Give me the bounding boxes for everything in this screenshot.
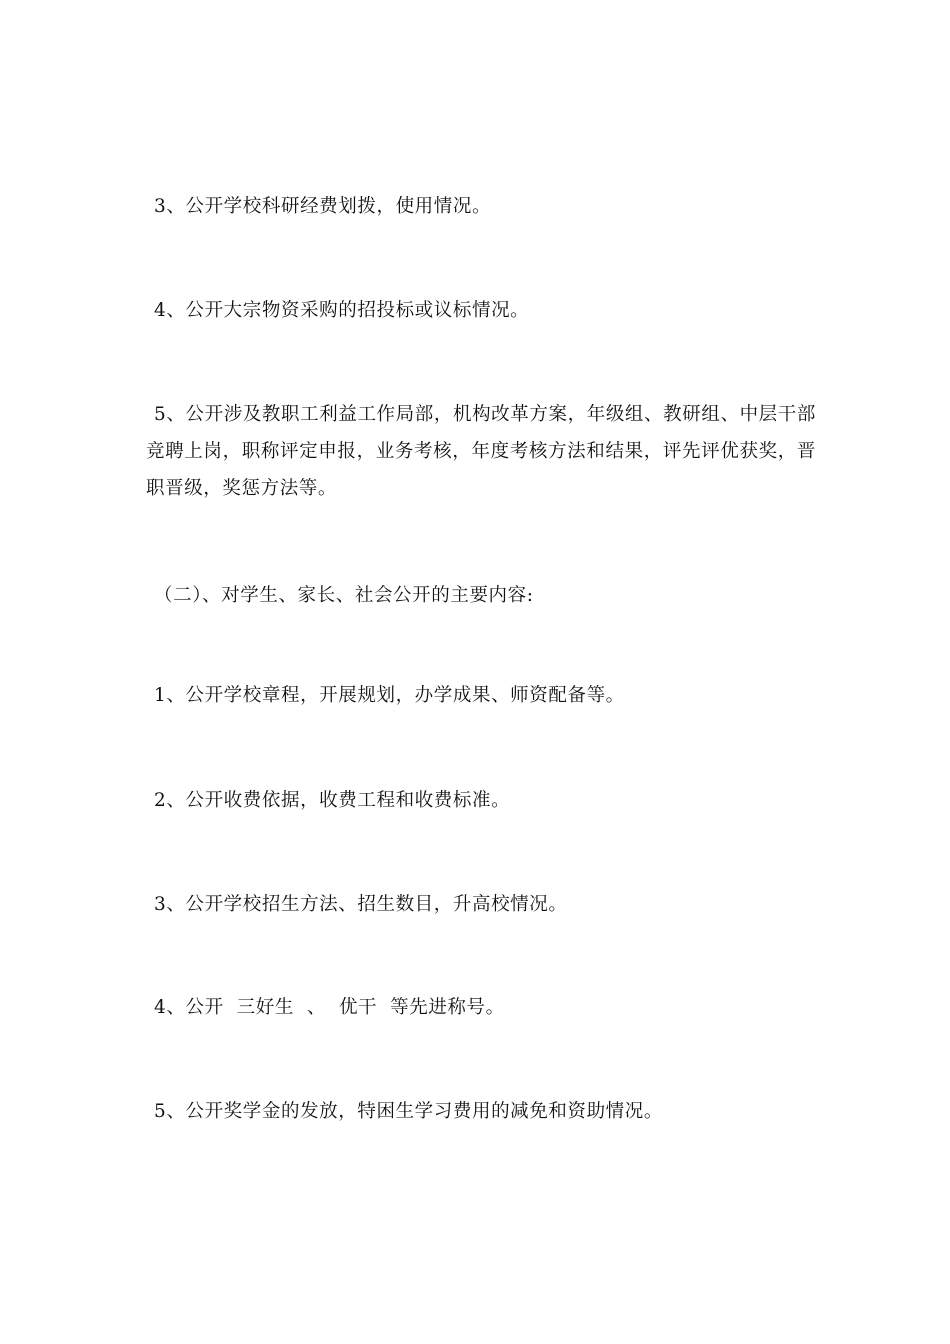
paragraph-honors xyxy=(146,989,816,1026)
paragraph-text: 2、公开收费依据，收费工程和收费标准。 xyxy=(154,790,511,811)
paragraph-text: （二）、对学生、家长、社会公开的主要内容: xyxy=(154,585,534,606)
paragraph-staff-interests xyxy=(146,396,816,507)
paragraph-text: 4、公开 三好生 、 优干 等先进称号。 xyxy=(154,997,505,1018)
paragraph-fees xyxy=(146,782,816,819)
paragraph-enrollment xyxy=(146,886,816,923)
paragraph-text: 3、公开学校招生方法、招生数目，升高校情况。 xyxy=(154,894,568,915)
paragraph-research-funds xyxy=(146,188,816,225)
paragraph-school-charter xyxy=(146,677,816,714)
paragraph-procurement xyxy=(146,292,816,329)
section-heading-public-content xyxy=(146,577,816,614)
paragraph-text: 4、公开大宗物资采购的招投标或议标情况。 xyxy=(154,300,530,321)
paragraph-text: 3、公开学校科研经费划拨，使用情况。 xyxy=(154,196,492,217)
paragraph-text: 5、公开奖学金的发放，特困生学习费用的减免和资助情况。 xyxy=(154,1101,663,1122)
paragraph-scholarships xyxy=(146,1093,816,1130)
paragraph-text: 5、公开涉及教职工利益工作局部，机构改革方案，年级组、教研组、中层干部竞聘上岗，职称评定申报，业务考核，年度考核方法和结果，评先评优获奖，晋职晋级，奖惩方法等。 xyxy=(146,404,816,499)
paragraph-text: 1、公开学校章程，开展规划，办学成果、师资配备等。 xyxy=(154,685,625,706)
